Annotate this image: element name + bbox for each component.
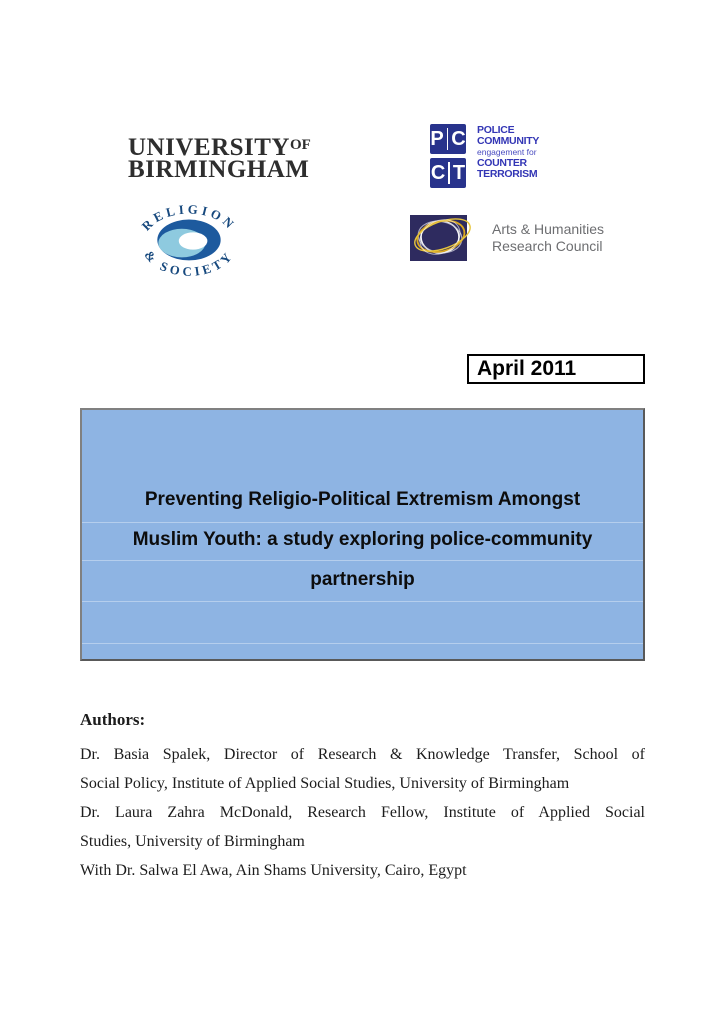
banner-row-divider	[82, 643, 643, 644]
author-spalek-line2: Social Policy, Institute of Applied Social Studies, University of Birmingham	[80, 775, 570, 792]
pcct-text-terrorism: TERRORISM	[477, 167, 538, 180]
pcct-logo	[430, 124, 539, 188]
uob-logo	[128, 134, 311, 181]
pcct-tile-divider	[448, 162, 450, 184]
pcct-text-community: COMMUNITY	[477, 134, 540, 147]
ahrc-logo-icon	[410, 214, 484, 262]
ahrc-logo	[410, 214, 604, 262]
authors-heading: Authors:	[80, 710, 146, 729]
pcct-text-police: POLICE	[477, 124, 515, 136]
date-box	[467, 354, 645, 384]
title-banner	[80, 408, 645, 661]
pcct-letter-t: T	[452, 161, 466, 184]
author-entry-mcdonald	[80, 798, 645, 856]
author-spalek-line1: Dr. Basia Spalek, Director of Research & Knowledge Transfer, School of	[80, 746, 645, 763]
uob-logo-line2	[128, 156, 311, 183]
pcct-letter-c2: C	[430, 161, 446, 184]
pcct-tile-bottom	[430, 158, 466, 188]
report-title-line3: partnership	[310, 569, 415, 590]
author-mcdonald-line1: Dr. Laura Zahra McDonald, Research Fellow, Institute of Applied Social	[80, 804, 645, 821]
pcct-text-engagement: engagement for	[477, 147, 537, 157]
uob-word-of: OF	[289, 137, 311, 153]
ahrc-text-line2: Research Council	[492, 238, 603, 254]
report-title	[82, 480, 643, 600]
author-mcdonald-line2: Studies, University of Birmingham	[80, 833, 305, 850]
authors-section	[80, 710, 645, 885]
pcct-logo-text	[477, 124, 539, 188]
banner-row-divider	[82, 601, 643, 602]
rs-arc-text-bottom: & SOCIETY	[141, 247, 237, 279]
pcct-tile-divider	[447, 128, 449, 150]
author-entry-spalek	[80, 740, 645, 798]
rs-arc-text-top: RELIGION	[139, 202, 239, 234]
ahrc-text-line1: Arts & Humanities	[492, 221, 605, 237]
date-label: April 2011	[477, 357, 577, 380]
pcct-letter-p: P	[430, 127, 444, 150]
author-entry-elawa	[80, 856, 645, 885]
report-title-line1: Preventing Religio-Political Extremism Amongst	[144, 489, 581, 510]
report-title-line2: Muslim Youth: a study exploring police-community	[132, 529, 593, 550]
pcct-logo-icon	[430, 124, 466, 188]
uob-word-university: UNIVERSITY	[128, 134, 290, 161]
uob-word-birmingham: BIRMINGHAM	[128, 156, 310, 183]
pcct-text-counter: COUNTER	[477, 157, 527, 169]
religion-society-logo-icon	[130, 194, 248, 288]
pcct-tile-top	[430, 124, 466, 154]
ahrc-logo-text	[492, 221, 604, 255]
author-elawa-line: With Dr. Salwa El Awa, Ain Shams University, Cairo, Egypt	[80, 862, 467, 879]
pcct-letter-c1: C	[451, 127, 466, 150]
rs-swirl-hole	[179, 232, 208, 249]
